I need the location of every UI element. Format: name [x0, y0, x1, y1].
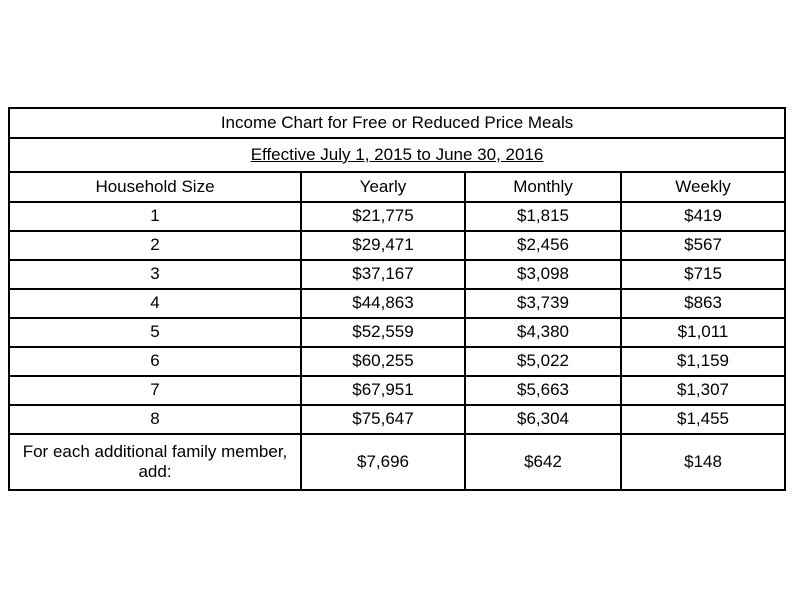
effective-dates-text: Effective July 1, 2015 to June 30, 2016 [250, 144, 544, 164]
cell-weekly: $863 [621, 289, 785, 318]
table-subtitle-row [9, 138, 785, 172]
cell-yearly: $52,559 [301, 318, 465, 347]
table-row [9, 289, 785, 318]
cell-household-size: 7 [9, 376, 301, 405]
cell-household-size: 8 [9, 405, 301, 434]
cell-yearly: $60,255 [301, 347, 465, 376]
cell-weekly: $1,011 [621, 318, 785, 347]
cell-monthly: $6,304 [465, 405, 621, 434]
cell-household-size: 3 [9, 260, 301, 289]
table-title-row [9, 108, 785, 138]
cell-yearly: $37,167 [301, 260, 465, 289]
cell-household-size: 1 [9, 202, 301, 231]
income-eligibility-table [8, 107, 786, 491]
cell-weekly: $1,307 [621, 376, 785, 405]
column-header-monthly: Monthly [465, 172, 621, 202]
cell-monthly: $3,739 [465, 289, 621, 318]
cell-monthly: $5,663 [465, 376, 621, 405]
table-header-row [9, 172, 785, 202]
cell-yearly: $44,863 [301, 289, 465, 318]
table-row [9, 260, 785, 289]
cell-household-size: 5 [9, 318, 301, 347]
cell-monthly: $642 [465, 434, 621, 490]
table-row [9, 376, 785, 405]
table-title: Income Chart for Free or Reduced Price Meals [9, 108, 785, 138]
cell-yearly: $67,951 [301, 376, 465, 405]
cell-monthly: $4,380 [465, 318, 621, 347]
cell-household-size: 2 [9, 231, 301, 260]
cell-yearly: $21,775 [301, 202, 465, 231]
cell-weekly: $715 [621, 260, 785, 289]
column-header-yearly: Yearly [301, 172, 465, 202]
cell-yearly: $7,696 [301, 434, 465, 490]
cell-household-size: 4 [9, 289, 301, 318]
cell-monthly: $2,456 [465, 231, 621, 260]
cell-monthly: $5,022 [465, 347, 621, 376]
additional-member-row [9, 434, 785, 490]
cell-weekly: $1,455 [621, 405, 785, 434]
cell-household-size: 6 [9, 347, 301, 376]
table-row [9, 318, 785, 347]
additional-member-label: For each additional family member, add: [9, 434, 301, 490]
table-row [9, 405, 785, 434]
cell-monthly: $1,815 [465, 202, 621, 231]
cell-yearly: $29,471 [301, 231, 465, 260]
cell-weekly: $148 [621, 434, 785, 490]
column-header-weekly: Weekly [621, 172, 785, 202]
table-subtitle [9, 138, 785, 172]
cell-weekly: $419 [621, 202, 785, 231]
table-row [9, 347, 785, 376]
cell-yearly: $75,647 [301, 405, 465, 434]
cell-weekly: $567 [621, 231, 785, 260]
cell-weekly: $1,159 [621, 347, 785, 376]
cell-monthly: $3,098 [465, 260, 621, 289]
table-row [9, 202, 785, 231]
table-row [9, 231, 785, 260]
column-header-household-size: Household Size [9, 172, 301, 202]
